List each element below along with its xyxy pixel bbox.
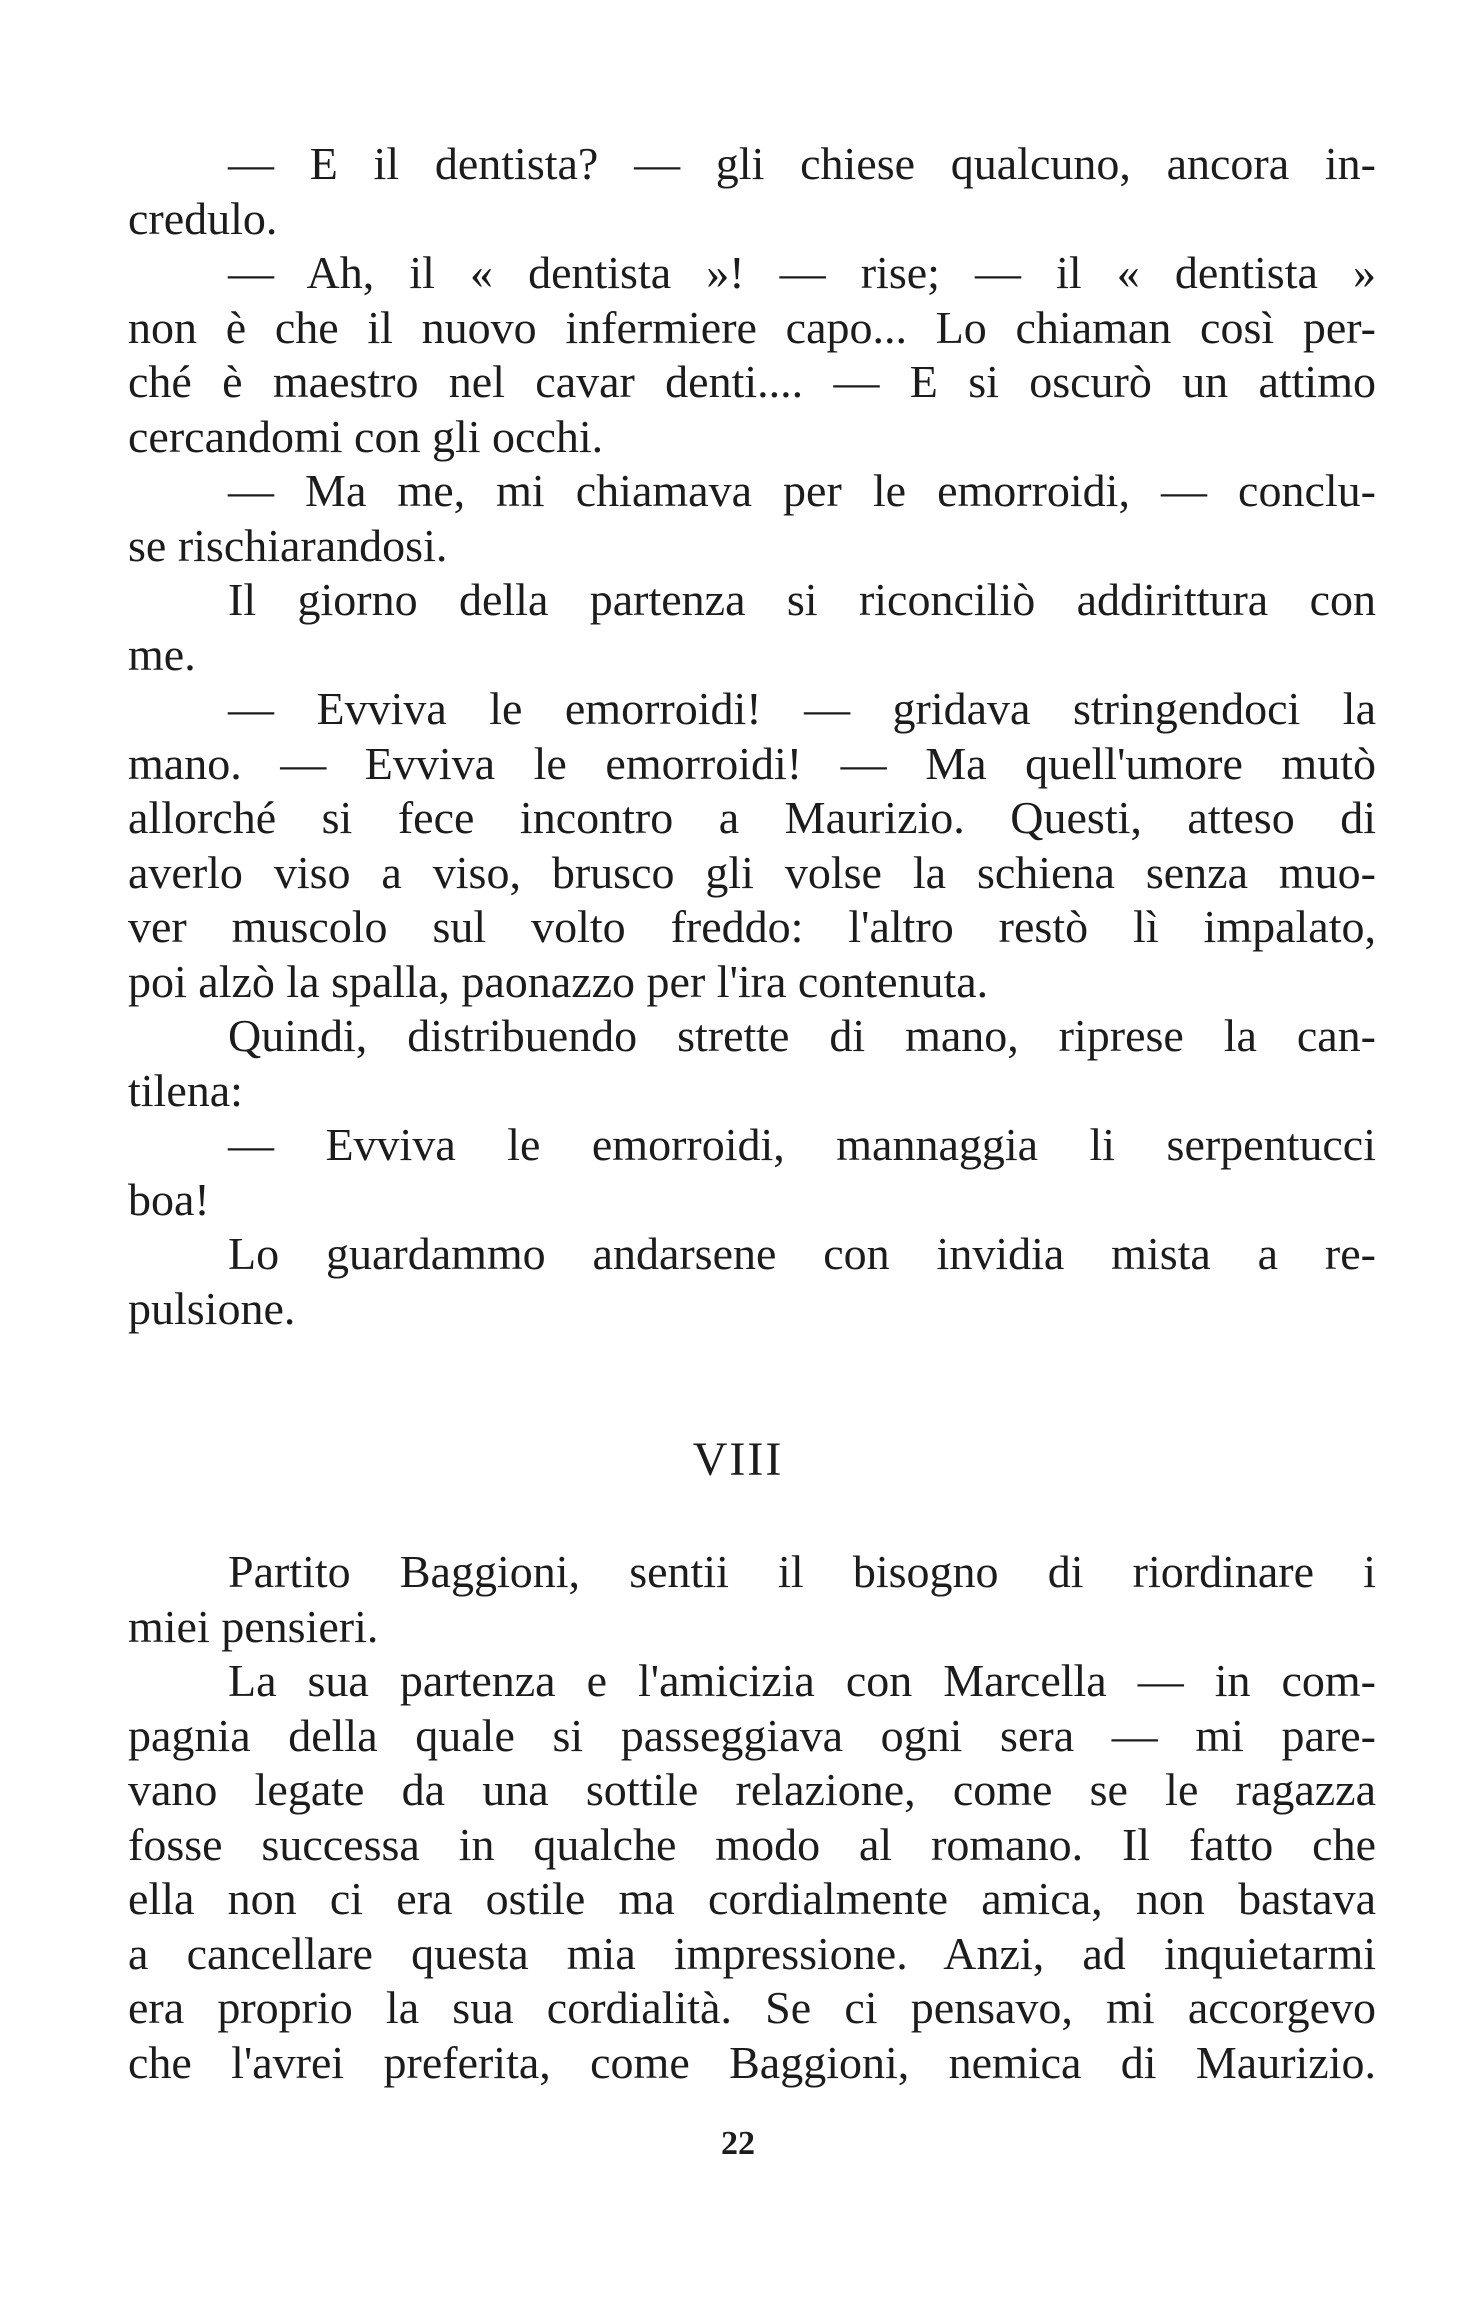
text-line: miei pensieri. bbox=[128, 1600, 379, 1652]
text-line: averlo viso a viso, brusco gli volse la schiena senza muo- bbox=[128, 846, 1376, 898]
text-line: — Evviva le emorroidi! — gridava stringendoci la bbox=[228, 683, 1376, 734]
text-line: pagnia della quale si passeggiava ogni sera — mi pare- bbox=[128, 1709, 1376, 1761]
text-line: fosse successa in qualche modo al romano. Il fatto che bbox=[128, 1818, 1376, 1870]
text-line: cercandomi con gli occhi. bbox=[128, 410, 604, 462]
chapter-heading: VIII bbox=[692, 1433, 784, 1486]
text-line: poi alzò la spalla, paonazzo per l'ira contenuta. bbox=[128, 955, 989, 1007]
text-line: ver muscolo sul volto freddo: l'altro restò lì impalato, bbox=[128, 901, 1376, 952]
text-line: Il giorno della partenza si riconciliò addirittura con bbox=[228, 574, 1376, 625]
text-section-2 bbox=[128, 1545, 1376, 2090]
text-line: — E il dentista? — gli chiese qualcuno, ancora in- bbox=[228, 138, 1376, 189]
text-line: era proprio la sua cordialità. Se ci pensavo, mi accorgevo bbox=[128, 1982, 1376, 2033]
text-line: — Ma me, mi chiamava per le emorroidi, — conclu- bbox=[228, 465, 1376, 516]
text-line: Partito Baggioni, sentii il bisogno di riordinare i bbox=[228, 1546, 1376, 1597]
text-line: allorché si fece incontro a Maurizio. Questi, atteso di bbox=[128, 792, 1376, 843]
text-line: tilena: bbox=[128, 1064, 243, 1116]
text-line: Quindi, distribuendo strette di mano, riprese la can- bbox=[228, 1010, 1376, 1061]
text-line: La sua partenza e l'amicizia con Marcella — in com- bbox=[228, 1655, 1376, 1706]
text-line: boa! bbox=[128, 1173, 210, 1225]
text-line: Lo guardammo andarsene con invidia mista a re- bbox=[228, 1228, 1376, 1279]
text-line: non è che il nuovo infermiere capo... Lo chiaman così per- bbox=[128, 301, 1376, 353]
text-line: — Ah, il « dentista »! — rise; — il « dentista » bbox=[228, 247, 1376, 298]
text-line: credulo. bbox=[128, 192, 278, 244]
text-line: ella non ci era ostile ma cordialmente amica, non bastava bbox=[128, 1873, 1376, 1924]
text-line: pulsione. bbox=[128, 1282, 296, 1334]
page-number: 22 bbox=[721, 2125, 755, 2162]
text-line: me. bbox=[128, 628, 196, 680]
text-line: a cancellare questa mia impressione. Anzi, ad inquietarmi bbox=[128, 1927, 1376, 1979]
text-line: vano legate da una sottile relazione, come se le ragazza bbox=[128, 1764, 1376, 1815]
text-line: ché è maestro nel cavar denti.... — E si oscurò un attimo bbox=[128, 356, 1376, 407]
text-line: — Evviva le emorroidi, mannaggia li serpentucci bbox=[228, 1119, 1376, 1170]
text-line: mano. — Evviva le emorroidi! — Ma quell'umore mutò bbox=[128, 737, 1376, 789]
text-line: se rischiarandosi. bbox=[128, 519, 448, 571]
text-section-1 bbox=[128, 137, 1376, 1336]
text-line: che l'avrei preferita, come Baggioni, nemica di Maurizio. bbox=[128, 2036, 1376, 2088]
